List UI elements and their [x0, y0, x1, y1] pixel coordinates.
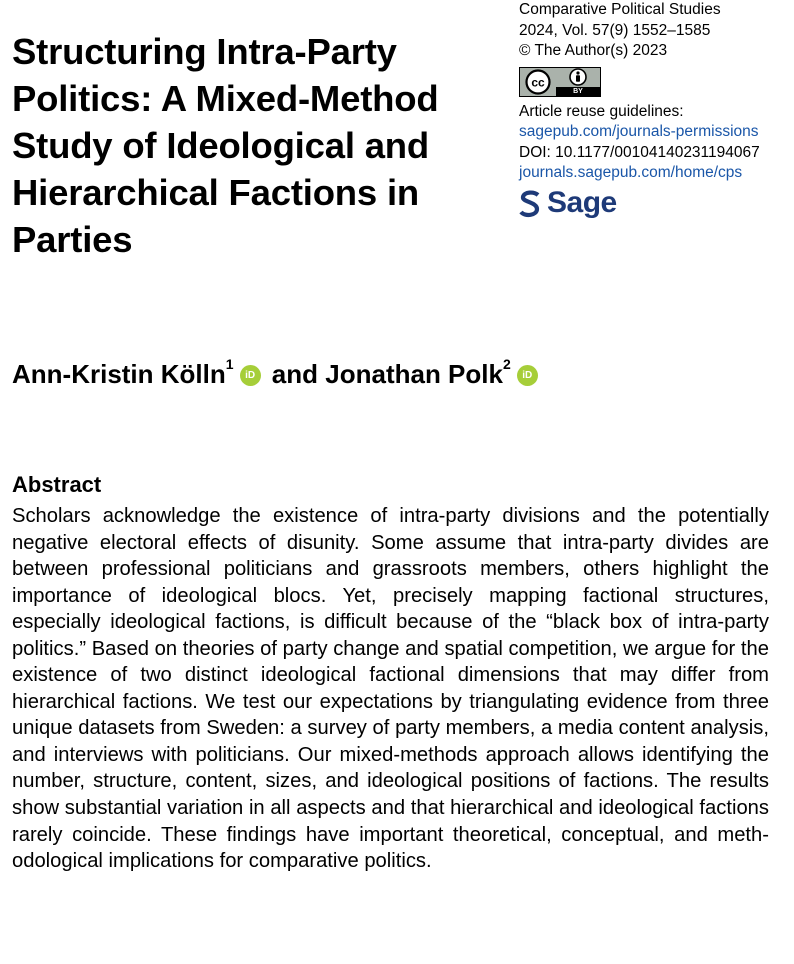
journal-homepage-link[interactable]: journals.sagepub.com/home/cps	[519, 164, 743, 181]
affiliation-mark: 1	[225, 356, 234, 372]
doi[interactable]: DOI: 10.1177/00104140231194067	[519, 143, 760, 161]
cc-logo-icon	[520, 68, 556, 96]
orcid-icon[interactable]: iD	[517, 365, 538, 386]
author-name: Ann-Kristin Kölln	[12, 359, 226, 389]
author-name: Jonathan Polk	[325, 359, 503, 389]
reuse-label: Article reuse guidelines:	[519, 102, 684, 120]
journal-name: Comparative Political Studies	[519, 1, 721, 18]
orcid-icon[interactable]: iD	[240, 365, 261, 386]
author-line	[12, 344, 542, 394]
attribution-icon	[556, 68, 600, 96]
sage-wordmark: Sage	[547, 186, 617, 220]
by-label: BY	[556, 87, 600, 96]
author-separator: and	[271, 359, 319, 389]
sage-s-icon	[519, 190, 541, 218]
journal-metadata	[519, 0, 794, 218]
cc-glyph: cc	[531, 75, 545, 89]
affiliation-mark: 2	[502, 356, 511, 372]
article-title: Structuring Intra-Party Politics: A Mixed-Method Study of Ideological and Hierarchical Factions in Parties	[12, 31, 439, 260]
volume-info: 2024, Vol. 57(9) 1552–1585	[519, 21, 711, 39]
abstract-text: Scholars acknowledge the existence of intra-party divisions and the potentially negative electoral effects of disunity. Some assume that intra-party divides are between professional politicians and grassroots members, others highlight the importance of ideological blocs. Yet, precisely mapping factional structures, especially ideological factions, is difficult because of the “black box of intra-party politics.” Based on theories of party change and spatial competition, we argue for the existence of two distinct ideological factional dimensions that may differ from hierarchical factions. We test our expectations by triangulating evidence from three unique datasets from Sweden: a survey of party members, a media content analysis, and interviews with politicians. Our mixed-methods approach allows identifying the number, structure, content, sizes, and ideological positions of factions. The results show substantial variation in all aspects and that hierarchical and ideological factions rarely coincide. These findings have important theoretical, conceptual, and methodological implications for comparative politics.	[12, 505, 769, 873]
creative-commons-by-icon[interactable]	[519, 67, 601, 97]
permissions-link[interactable]: sagepub.com/journals-permissions	[519, 123, 759, 140]
copyright-notice: © The Author(s) 2023	[519, 42, 668, 59]
sage-logo[interactable]	[519, 186, 794, 220]
abstract-heading: Abstract	[12, 472, 102, 497]
